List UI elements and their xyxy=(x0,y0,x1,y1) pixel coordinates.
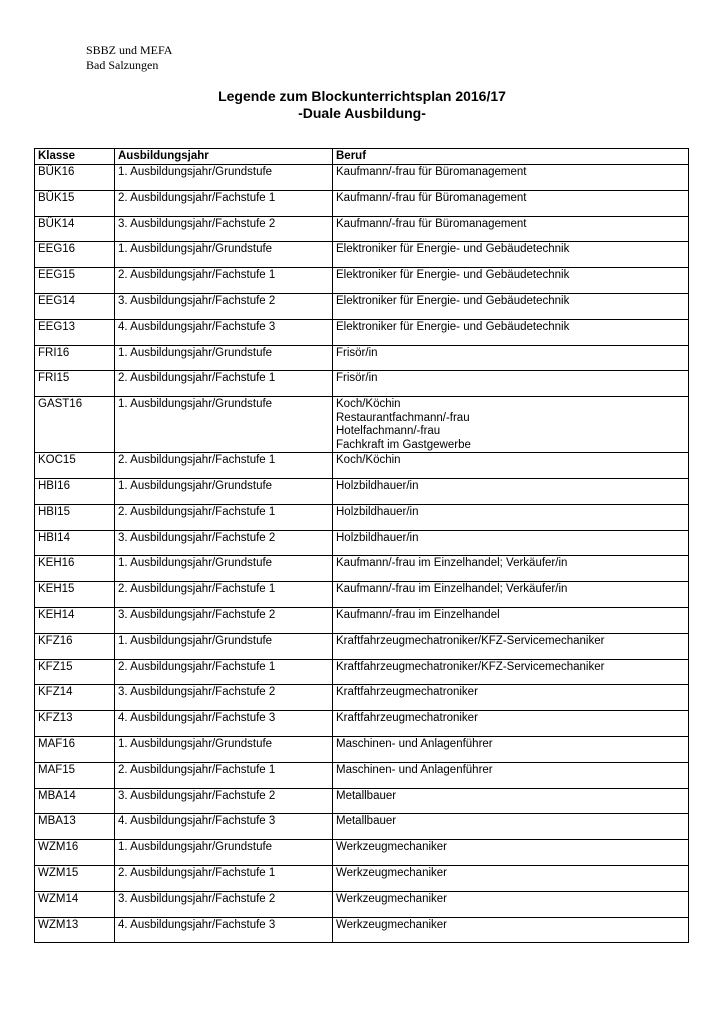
legend-table-body xyxy=(35,165,689,943)
cell-klasse: EEG15 xyxy=(35,268,115,294)
beruf-line: Holzbildhauer/in xyxy=(336,531,419,544)
cell-beruf xyxy=(333,293,689,319)
beruf-line: Kraftfahrzeugmechatroniker xyxy=(336,712,478,725)
cell-beruf xyxy=(333,268,689,294)
beruf-line: Holzbildhauer/in xyxy=(336,505,419,518)
cell-ausbildungsjahr: 1. Ausbildungsjahr/Grundstufe xyxy=(115,478,333,504)
beruf-line: Werkzeugmechaniker xyxy=(336,841,448,854)
cell-klasse: MAF16 xyxy=(35,736,115,762)
table-row xyxy=(35,293,689,319)
cell-klasse: HBI14 xyxy=(35,530,115,556)
beruf-line: Restaurantfachmann/-frau xyxy=(336,411,470,424)
cell-beruf xyxy=(333,917,689,943)
cell-ausbildungsjahr: 1. Ausbildungsjahr/Grundstufe xyxy=(115,736,333,762)
cell-klasse: WZM13 xyxy=(35,917,115,943)
cell-beruf xyxy=(333,190,689,216)
cell-ausbildungsjahr: 2. Ausbildungsjahr/Fachstufe 1 xyxy=(115,268,333,294)
beruf-line: Koch/Köchin xyxy=(336,398,401,411)
cell-ausbildungsjahr: 2. Ausbildungsjahr/Fachstufe 1 xyxy=(115,371,333,397)
cell-klasse: KFZ14 xyxy=(35,685,115,711)
beruf-line: Holzbildhauer/in xyxy=(336,479,419,492)
table-row xyxy=(35,530,689,556)
cell-klasse: WZM15 xyxy=(35,865,115,891)
table-row xyxy=(35,345,689,371)
table-row xyxy=(35,917,689,943)
table-row xyxy=(35,319,689,345)
table-row xyxy=(35,685,689,711)
table-row xyxy=(35,371,689,397)
cell-ausbildungsjahr: 2. Ausbildungsjahr/Fachstufe 1 xyxy=(115,453,333,479)
cell-klasse: WZM16 xyxy=(35,840,115,866)
beruf-line: Metallbauer xyxy=(336,815,397,828)
cell-beruf xyxy=(333,345,689,371)
cell-beruf xyxy=(333,685,689,711)
cell-ausbildungsjahr: 3. Ausbildungsjahr/Fachstufe 2 xyxy=(115,788,333,814)
cell-beruf xyxy=(333,891,689,917)
cell-klasse: MBA13 xyxy=(35,814,115,840)
column-header-ausbildungsjahr: Ausbildungsjahr xyxy=(115,149,333,165)
beruf-line: Metallbauer xyxy=(336,789,397,802)
cell-klasse: KEH16 xyxy=(35,556,115,582)
table-row xyxy=(35,814,689,840)
cell-klasse: KFZ16 xyxy=(35,633,115,659)
cell-klasse: EEG13 xyxy=(35,319,115,345)
cell-beruf xyxy=(333,814,689,840)
beruf-line: Kraftfahrzeugmechatroniker/KFZ-Servicemechaniker xyxy=(336,660,605,673)
table-row xyxy=(35,478,689,504)
cell-beruf xyxy=(333,165,689,191)
cell-ausbildungsjahr: 4. Ausbildungsjahr/Fachstufe 3 xyxy=(115,711,333,737)
table-row xyxy=(35,840,689,866)
cell-beruf xyxy=(333,865,689,891)
beruf-line: Maschinen- und Anlagenführer xyxy=(336,737,493,750)
beruf-line: Werkzeugmechaniker xyxy=(336,866,448,879)
cell-klasse: KFZ13 xyxy=(35,711,115,737)
school-header xyxy=(86,43,172,73)
beruf-line: Kaufmann/-frau im Einzelhandel xyxy=(336,608,500,621)
beruf-line: Elektroniker für Energie- und Gebäudetechnik xyxy=(336,320,570,333)
beruf-line: Werkzeugmechaniker xyxy=(336,892,448,905)
beruf-line: Kaufmann/-frau für Büromanagement xyxy=(336,166,527,178)
cell-beruf xyxy=(333,556,689,582)
cell-ausbildungsjahr: 2. Ausbildungsjahr/Fachstufe 1 xyxy=(115,865,333,891)
cell-ausbildungsjahr: 1. Ausbildungsjahr/Grundstufe xyxy=(115,556,333,582)
cell-ausbildungsjahr: 1. Ausbildungsjahr/Grundstufe xyxy=(115,165,333,191)
cell-ausbildungsjahr: 3. Ausbildungsjahr/Fachstufe 2 xyxy=(115,891,333,917)
beruf-line: Werkzeugmechaniker xyxy=(336,918,448,931)
beruf-line: Frisör/in xyxy=(336,372,378,385)
cell-beruf xyxy=(333,762,689,788)
cell-ausbildungsjahr: 1. Ausbildungsjahr/Grundstufe xyxy=(115,345,333,371)
cell-ausbildungsjahr: 3. Ausbildungsjahr/Fachstufe 2 xyxy=(115,293,333,319)
cell-beruf xyxy=(333,633,689,659)
school-location: Bad Salzungen xyxy=(86,58,159,72)
cell-klasse: EEG14 xyxy=(35,293,115,319)
table-row xyxy=(35,711,689,737)
table-row xyxy=(35,453,689,479)
table-row xyxy=(35,190,689,216)
cell-klasse: KEH14 xyxy=(35,607,115,633)
cell-ausbildungsjahr: 3. Ausbildungsjahr/Fachstufe 2 xyxy=(115,216,333,242)
beruf-line: Kaufmann/-frau für Büromanagement xyxy=(336,217,527,230)
table-row xyxy=(35,891,689,917)
cell-ausbildungsjahr: 3. Ausbildungsjahr/Fachstufe 2 xyxy=(115,685,333,711)
cell-beruf xyxy=(333,788,689,814)
cell-ausbildungsjahr: 2. Ausbildungsjahr/Fachstufe 1 xyxy=(115,190,333,216)
beruf-line: Elektroniker für Energie- und Gebäudetechnik xyxy=(336,294,570,307)
beruf-line: Kraftfahrzeugmechatroniker/KFZ-Servicemechaniker xyxy=(336,634,605,647)
cell-ausbildungsjahr: 4. Ausbildungsjahr/Fachstufe 3 xyxy=(115,319,333,345)
beruf-line: Kraftfahrzeugmechatroniker xyxy=(336,686,478,699)
page-title-line-2: -Duale Ausbildung- xyxy=(298,105,426,121)
cell-beruf xyxy=(333,582,689,608)
beruf-line: Frisör/in xyxy=(336,346,378,359)
cell-beruf xyxy=(333,319,689,345)
beruf-line: Kaufmann/-frau im Einzelhandel; Verkäufer/in xyxy=(336,557,568,570)
cell-beruf xyxy=(333,659,689,685)
beruf-line: Elektroniker für Energie- und Gebäudetechnik xyxy=(336,243,570,256)
cell-klasse: BÜK14 xyxy=(35,216,115,242)
cell-beruf xyxy=(333,371,689,397)
cell-klasse: KOC15 xyxy=(35,453,115,479)
cell-klasse: MAF15 xyxy=(35,762,115,788)
school-name: SBBZ und MEFA xyxy=(86,43,173,57)
beruf-line: Hotelfachmann/-frau xyxy=(336,425,441,438)
cell-klasse: HBI15 xyxy=(35,504,115,530)
table-row xyxy=(35,762,689,788)
cell-klasse: GAST16 xyxy=(35,397,115,453)
cell-beruf xyxy=(333,216,689,242)
table-row xyxy=(35,736,689,762)
cell-ausbildungsjahr: 2. Ausbildungsjahr/Fachstufe 1 xyxy=(115,504,333,530)
cell-beruf xyxy=(333,711,689,737)
table-row xyxy=(35,504,689,530)
beruf-line: Kaufmann/-frau im Einzelhandel; Verkäufer/in xyxy=(336,583,568,596)
cell-klasse: WZM14 xyxy=(35,891,115,917)
table-header-row xyxy=(35,149,689,165)
cell-beruf xyxy=(333,504,689,530)
table-row xyxy=(35,633,689,659)
cell-beruf xyxy=(333,736,689,762)
cell-klasse: FRI15 xyxy=(35,371,115,397)
cell-beruf xyxy=(333,453,689,479)
cell-ausbildungsjahr: 4. Ausbildungsjahr/Fachstufe 3 xyxy=(115,917,333,943)
cell-ausbildungsjahr: 2. Ausbildungsjahr/Fachstufe 1 xyxy=(115,762,333,788)
cell-klasse: KEH15 xyxy=(35,582,115,608)
cell-ausbildungsjahr: 1. Ausbildungsjahr/Grundstufe xyxy=(115,397,333,453)
cell-beruf xyxy=(333,840,689,866)
page-title-line-1: Legende zum Blockunterrichtsplan 2016/17 xyxy=(218,88,506,104)
cell-beruf xyxy=(333,242,689,268)
page-title xyxy=(0,88,724,122)
table-row xyxy=(35,556,689,582)
table-row xyxy=(35,165,689,191)
table-row xyxy=(35,865,689,891)
cell-ausbildungsjahr: 1. Ausbildungsjahr/Grundstufe xyxy=(115,242,333,268)
cell-ausbildungsjahr: 3. Ausbildungsjahr/Fachstufe 2 xyxy=(115,530,333,556)
cell-beruf xyxy=(333,397,689,453)
cell-beruf xyxy=(333,530,689,556)
beruf-line: Maschinen- und Anlagenführer xyxy=(336,763,493,776)
table-row xyxy=(35,216,689,242)
cell-klasse: BÜK16 xyxy=(35,165,115,191)
cell-klasse: MBA14 xyxy=(35,788,115,814)
cell-beruf xyxy=(333,607,689,633)
cell-ausbildungsjahr: 1. Ausbildungsjahr/Grundstufe xyxy=(115,633,333,659)
table-row xyxy=(35,582,689,608)
cell-ausbildungsjahr: 4. Ausbildungsjahr/Fachstufe 3 xyxy=(115,814,333,840)
cell-ausbildungsjahr: 2. Ausbildungsjahr/Fachstufe 1 xyxy=(115,582,333,608)
cell-klasse: EEG16 xyxy=(35,242,115,268)
column-header-klasse: Klasse xyxy=(35,149,115,165)
table-row xyxy=(35,788,689,814)
cell-ausbildungsjahr: 1. Ausbildungsjahr/Grundstufe xyxy=(115,840,333,866)
cell-klasse: FRI16 xyxy=(35,345,115,371)
cell-klasse: KFZ15 xyxy=(35,659,115,685)
legend-table xyxy=(34,148,689,943)
cell-ausbildungsjahr: 2. Ausbildungsjahr/Fachstufe 1 xyxy=(115,659,333,685)
cell-beruf xyxy=(333,478,689,504)
cell-klasse: BÜK15 xyxy=(35,190,115,216)
cell-ausbildungsjahr: 3. Ausbildungsjahr/Fachstufe 2 xyxy=(115,607,333,633)
table-row xyxy=(35,242,689,268)
beruf-line: Koch/Köchin xyxy=(336,454,401,467)
table-row xyxy=(35,607,689,633)
table-row xyxy=(35,268,689,294)
cell-klasse: HBI16 xyxy=(35,478,115,504)
table-row xyxy=(35,659,689,685)
table-row xyxy=(35,397,689,453)
beruf-line: Fachkraft im Gastgewerbe xyxy=(336,438,471,451)
beruf-line: Kaufmann/-frau für Büromanagement xyxy=(336,191,527,204)
beruf-line: Elektroniker für Energie- und Gebäudetechnik xyxy=(336,269,570,282)
column-header-beruf: Beruf xyxy=(333,149,689,165)
